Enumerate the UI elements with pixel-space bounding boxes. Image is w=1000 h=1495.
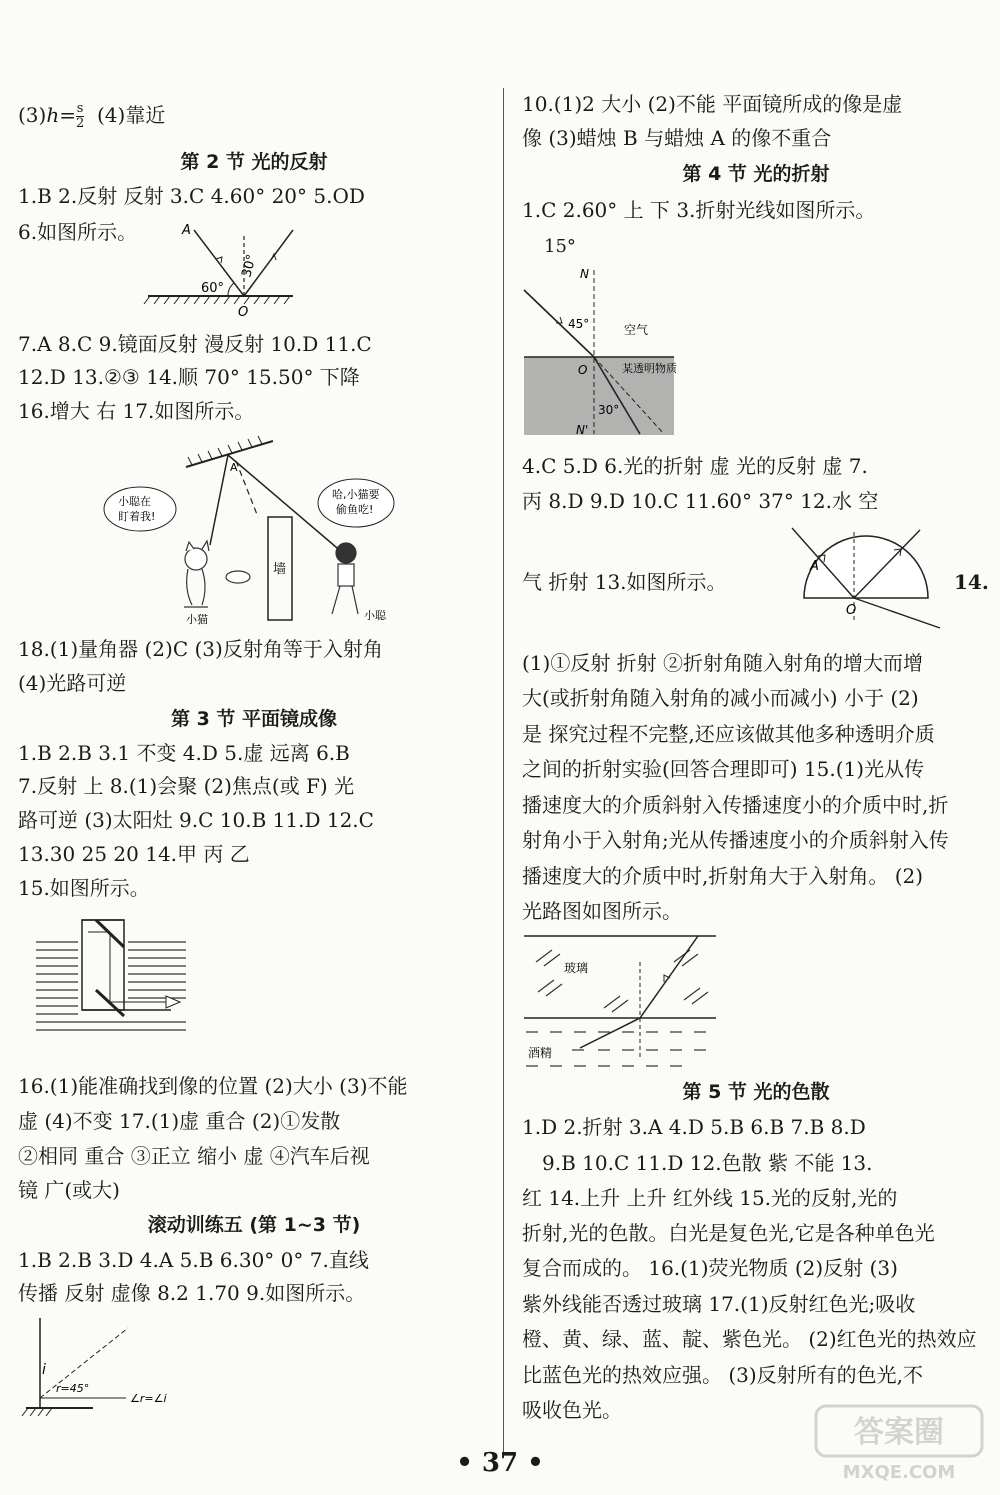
angle-label: 30° bbox=[239, 252, 260, 280]
label-o: O bbox=[846, 603, 857, 618]
line: 1.C 2.60° 上 下 3.折射光线如图所示。 bbox=[522, 198, 876, 222]
line: 9.B 10.C 11.D 12.色散 紫 不能 13. bbox=[542, 1151, 873, 1175]
line: 15° bbox=[544, 236, 576, 257]
wall-label: 墙 bbox=[273, 562, 287, 577]
label-i: i bbox=[42, 1362, 46, 1378]
line: (4)光路可逆 bbox=[18, 671, 127, 695]
line: 吸收色光。 bbox=[522, 1398, 622, 1422]
line: 像 (3)蜡烛 B 与蜡烛 A 的像不重合 bbox=[522, 126, 832, 150]
line: 气 折射 13.如图所示。 bbox=[522, 570, 727, 594]
cat-drawing bbox=[184, 541, 250, 607]
glass-label: 玻璃 bbox=[564, 961, 589, 975]
line: 虚 (4)不变 17.(1)虚 重合 (2)①发散 bbox=[18, 1109, 341, 1133]
svg-text:答案圈: 答案圈 bbox=[854, 1415, 944, 1450]
line: 16.(1)能准确找到像的位置 (2)大小 (3)不能 bbox=[18, 1074, 408, 1098]
page-number: • 37 • bbox=[456, 1448, 544, 1478]
line: 1.B 2.反射 反射 3.C 4.60° 20° 5.OD bbox=[18, 184, 365, 208]
line: 传播 反射 虚像 8.2 1.70 9.如图所示。 bbox=[18, 1281, 366, 1305]
label-n2: N' bbox=[576, 423, 589, 437]
line: 之间的折射实验(回答合理即可) 15.(1)光从传 bbox=[522, 757, 925, 781]
cat-label: 小猫 bbox=[186, 613, 208, 626]
line: 紫外线能否透过玻璃 17.(1)反射红色光;吸收 bbox=[522, 1292, 916, 1316]
section-heading: 第 3 节 平面镜成像 bbox=[170, 708, 338, 730]
figure-refraction-3 bbox=[524, 262, 684, 440]
label-a: A bbox=[810, 559, 819, 574]
section-heading: 第 4 节 光的折射 bbox=[682, 163, 830, 185]
boy-drawing bbox=[332, 543, 358, 614]
line: 播速度大的介质斜射入传播速度小的介质中时,折 bbox=[522, 793, 949, 817]
angle-label: 45° bbox=[568, 317, 590, 331]
svg-text:MXQE.COM: MXQE.COM bbox=[842, 1462, 956, 1483]
cat-bubble: 小聪在 bbox=[118, 495, 151, 508]
line: 镜 广(或大) bbox=[18, 1178, 120, 1202]
line: 7.反射 上 8.(1)会聚 (2)焦点(或 F) 光 bbox=[18, 774, 355, 798]
line: 18.(1)量角器 (2)C (3)反射角等于入射角 bbox=[18, 637, 383, 661]
angle-label: 30° bbox=[598, 403, 620, 417]
medium-label: 某透明物质 bbox=[622, 362, 677, 375]
section-heading: 滚动训练五 (第 1~3 节) bbox=[147, 1214, 361, 1236]
label-n: N bbox=[580, 267, 589, 281]
svg-text:A: A bbox=[230, 461, 238, 474]
watermark-logo bbox=[814, 1400, 984, 1485]
svg-text:偷鱼吃!: 偷鱼吃! bbox=[336, 503, 374, 516]
air-label: 空气 bbox=[624, 323, 649, 337]
line: 7.A 8.C 9.镜面反射 漫反射 10.D 11.C bbox=[18, 332, 372, 356]
label-a: A bbox=[182, 223, 191, 238]
line: 橙、黄、绿、蓝、靛、紫色光。 (2)红色光的热效应 bbox=[522, 1327, 977, 1351]
section-heading: 第 5 节 光的色散 bbox=[682, 1081, 830, 1103]
alcohol-label: 酒精 bbox=[528, 1046, 553, 1060]
line: 13.30 25 20 14.甲 丙 乙 bbox=[18, 842, 250, 866]
figure-cat-mirror-17 bbox=[98, 435, 398, 625]
line: 是 探究过程不完整,还应该做其他多种透明介质 bbox=[522, 722, 935, 746]
boy-bubble: 哈,小猫要 bbox=[332, 488, 380, 501]
figure-glass-alcohol-15 bbox=[524, 932, 724, 1072]
column-divider bbox=[503, 88, 504, 1458]
line: 大(或折射角随入射角的减小而减小) 小于 (2) bbox=[522, 686, 919, 710]
line: 红 14.上升 上升 红外线 15.光的反射,光的 bbox=[522, 1186, 898, 1210]
line: (1)①反射 折射 ②折射角随入射角的增大而增 bbox=[522, 651, 924, 675]
figure-periscope-15 bbox=[36, 912, 226, 1037]
line: 15.如图所示。 bbox=[18, 876, 150, 900]
line: 路可逆 (3)太阳灶 9.C 10.B 11.D 12.C bbox=[18, 808, 374, 832]
section-heading: 第 2 节 光的反射 bbox=[180, 151, 328, 173]
line: 比蓝色光的热效应强。 (3)反射所有的色光,不 bbox=[522, 1363, 924, 1387]
line: 14. bbox=[954, 570, 989, 594]
figure-reflection-6 bbox=[148, 220, 313, 320]
figure-incidence-9 bbox=[18, 1318, 228, 1418]
line: 4.C 5.D 6.光的折射 虚 光的反射 虚 7. bbox=[522, 454, 868, 478]
svg-text:盯着我!: 盯着我! bbox=[118, 510, 156, 523]
line: 1.B 2.B 3.1 不变 4.D 5.虚 远离 6.B bbox=[18, 741, 350, 765]
label-o: O bbox=[578, 363, 588, 377]
label-o: O bbox=[238, 305, 249, 320]
boy-label: 小聪 bbox=[364, 609, 386, 622]
line: ②相同 重合 ③正立 缩小 虚 ④汽车后视 bbox=[18, 1144, 370, 1168]
line: 1.D 2.折射 3.A 4.D 5.B 6.B 7.B 8.D bbox=[522, 1115, 866, 1139]
line: 丙 8.D 9.D 10.C 11.60° 37° 12.水 空 bbox=[522, 489, 879, 513]
line: 复合而成的。 16.(1)荧光物质 (2)反射 (3) bbox=[522, 1256, 898, 1280]
line: 10.(1)2 大小 (2)不能 平面镜所成的像是虚 bbox=[522, 92, 903, 116]
line: 6.如图所示。 bbox=[18, 220, 138, 244]
angle-label: 60° bbox=[201, 281, 225, 296]
label-r: r=45° bbox=[56, 1382, 90, 1395]
figure-semicircle-13 bbox=[792, 528, 972, 628]
line: 光路图如图所示。 bbox=[522, 899, 682, 923]
line: 播速度大的介质中时,折射角大于入射角。 (2) bbox=[522, 864, 924, 888]
line: 射角小于入射角;光从传播速度小的介质斜射入传 bbox=[522, 828, 949, 852]
line: 折射,光的色散。白光是复色光,它是各种单色光 bbox=[522, 1221, 935, 1245]
line: 1.B 2.B 3.D 4.A 5.B 6.30° 0° 7.直线 bbox=[18, 1248, 369, 1272]
angle-equation: ∠r=∠i bbox=[130, 1392, 167, 1405]
line: 16.增大 右 17.如图所示。 bbox=[18, 399, 255, 423]
line: 12.D 13.②③ 14.顺 70° 15.50° 下降 bbox=[18, 365, 360, 389]
line: (3)h= $\frac{s}{2}$ (4)靠近 bbox=[18, 101, 166, 131]
